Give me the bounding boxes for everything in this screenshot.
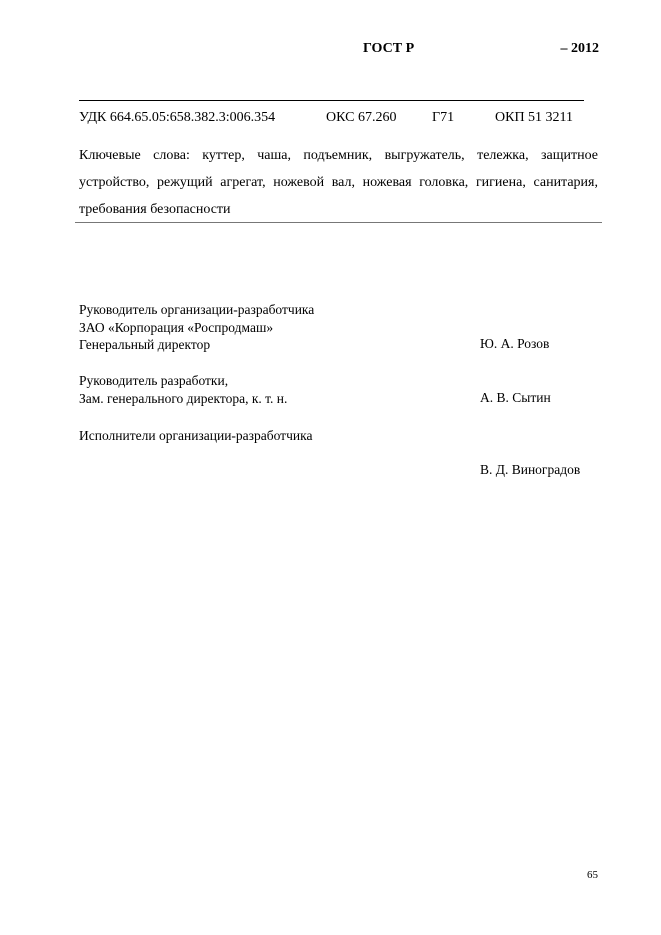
- org-head-title-line3: Генеральный директор: [79, 337, 211, 352]
- bottom-divider: [75, 222, 602, 223]
- org-head-title-line2: ЗАО «Корпорация «Роспродмаш»: [79, 320, 274, 335]
- org-head-title-line1: Руководитель организации-разработчика: [79, 302, 315, 317]
- udk-code: УДК 664.65.05:658.382.3:006.354: [79, 110, 276, 125]
- executor-name: В. Д. Виноградов: [480, 462, 581, 477]
- standard-code: ГОСТ Р: [363, 41, 415, 56]
- dev-head-name: А. В. Сытин: [480, 390, 551, 405]
- group-code: Г71: [432, 110, 455, 125]
- standard-year: – 2012: [560, 41, 599, 56]
- org-head-name: Ю. А. Розов: [480, 336, 550, 351]
- top-divider: [79, 100, 584, 101]
- dev-head-title-line2: Зам. генерального директора, к. т. н.: [79, 391, 288, 406]
- executors-label: Исполнители организации-разработчика: [79, 428, 313, 443]
- page-number: 65: [587, 869, 598, 881]
- okp-code: ОКП 51 3211: [495, 110, 574, 125]
- dev-head-title-line1: Руководитель разработки,: [79, 373, 229, 388]
- oks-code: ОКС 67.260: [326, 110, 397, 125]
- keywords-paragraph: Ключевые слова: куттер, чаша, подъемник, выгружатель, тележка, защитное устройство, режущий агрегат, ножевой вал, ножевая головка, гигиена, санитария, требования безопасности: [79, 148, 598, 217]
